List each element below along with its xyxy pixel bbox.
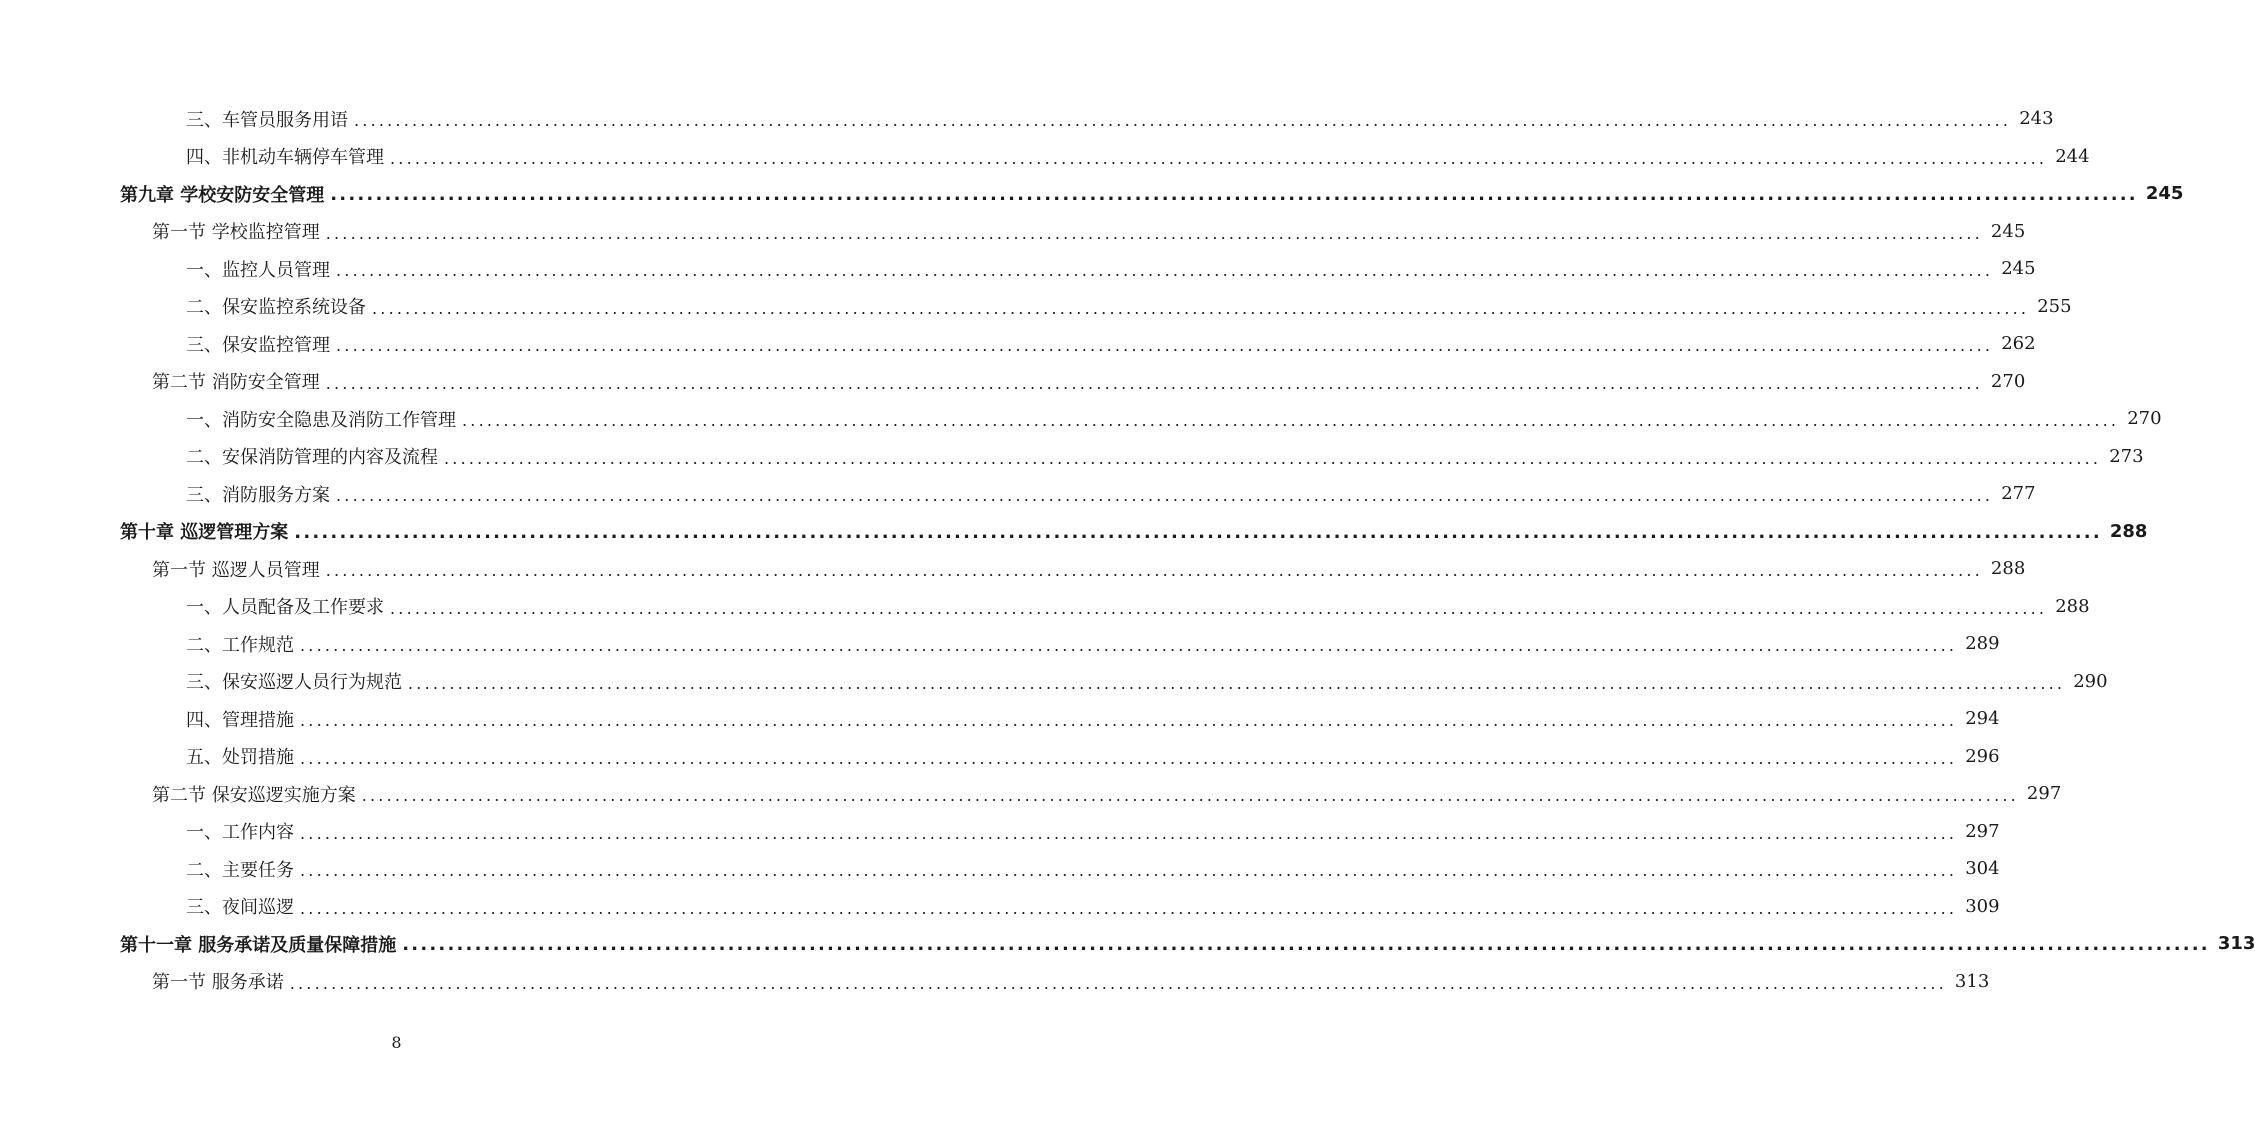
- toc-entry-title: 一、监控人员管理: [186, 259, 330, 281]
- toc-entry-page: 297: [1965, 820, 2000, 842]
- toc-entry-page: 288: [2055, 595, 2090, 617]
- toc-entry-title: 三、消防服务方案: [186, 484, 330, 506]
- toc-leader-dots: ........................................................................................................................................................................................................: [462, 411, 2120, 431]
- toc-leader-dots: ........................................................................................................................................................................................................: [408, 673, 2066, 693]
- toc-entry[interactable]: [0, 175, 2184, 213]
- toc-entry[interactable]: [0, 513, 2148, 551]
- toc-entry-title: 第一节 学校监控管理: [152, 222, 320, 244]
- toc-entry[interactable]: [0, 925, 2255, 963]
- toc-entry-title: 第二节 保安巡逻实施方案: [152, 784, 356, 806]
- toc-entry-page: 297: [2026, 783, 2062, 805]
- toc-entry-page: 290: [2073, 670, 2108, 692]
- toc-leader-dots: ........................................................................................................................................................................................................: [300, 823, 1958, 843]
- toc-leader-dots: ........................................................................................................................................................................................................: [300, 711, 1958, 731]
- toc-entry[interactable]: [0, 325, 2036, 363]
- toc-entry-title: 三、保安监控管理: [186, 334, 330, 356]
- toc-leader-dots: ........................................................................................................................................................................................................: [361, 786, 2019, 806]
- toc-entry-page: 270: [1990, 370, 2026, 392]
- toc-entry[interactable]: [0, 400, 2162, 438]
- toc-entry-title: 第十一章 服务承诺及质量保障措施: [120, 934, 397, 956]
- toc-entry-page: 244: [2055, 145, 2090, 167]
- toc-entry-page: 273: [2109, 445, 2144, 467]
- toc-entry-page: 296: [1965, 745, 2000, 767]
- toc-entry-title: 一、人员配备及工作要求: [186, 597, 384, 619]
- toc-leader-dots: ........................................................................................................................................................................................................: [325, 373, 1983, 393]
- toc-leader-dots: ........................................................................................................................................................................................................: [336, 261, 1994, 281]
- toc-entry-title: 一、消防安全隐患及消防工作管理: [186, 409, 456, 431]
- toc-leader-dots: ........................................................................................................................................................................................................: [294, 521, 2102, 543]
- toc-entry[interactable]: [0, 475, 2036, 513]
- toc-entry-title: 二、主要任务: [186, 859, 294, 881]
- toc-entry-page: 262: [2001, 333, 2036, 355]
- toc-entry-page: 304: [1965, 858, 2000, 880]
- toc-entry-title: 第九章 学校安防安全管理: [120, 184, 325, 206]
- toc-entry[interactable]: [0, 550, 2026, 588]
- toc-leader-dots: ........................................................................................................................................................................................................: [289, 973, 1947, 993]
- toc-entry-page: 294: [1965, 708, 2000, 730]
- toc-entry-title: 二、安保消防管理的内容及流程: [186, 447, 438, 469]
- toc-entry[interactable]: [0, 700, 2000, 738]
- toc-entry[interactable]: [0, 100, 2054, 138]
- toc-entry[interactable]: [0, 850, 2000, 888]
- toc-entry-title: 三、夜间巡逻: [186, 897, 294, 919]
- toc-entry-title: 第一节 巡逻人员管理: [152, 559, 320, 581]
- toc-entry[interactable]: [0, 213, 2026, 251]
- toc-entry[interactable]: [0, 888, 2000, 926]
- toc-entry[interactable]: [0, 625, 2000, 663]
- toc-entry-title: 四、非机动车辆停车管理: [186, 147, 384, 169]
- toc-entry[interactable]: [0, 588, 2090, 626]
- toc-entry-page: 289: [1965, 633, 2000, 655]
- toc-entry-page: 277: [2001, 483, 2036, 505]
- toc-leader-dots: ........................................................................................................................................................................................................: [402, 934, 2210, 956]
- toc-entry-page: 243: [2019, 108, 2054, 130]
- toc-leader-dots: ........................................................................................................................................................................................................: [300, 636, 1958, 656]
- toc-leader-dots: ........................................................................................................................................................................................................: [336, 486, 1994, 506]
- toc-entry-page: 288: [1990, 558, 2026, 580]
- toc-entry-page: 313: [1954, 970, 1990, 992]
- toc-leader-dots: ........................................................................................................................................................................................................: [390, 148, 2048, 168]
- toc-leader-dots: ........................................................................................................................................................................................................: [300, 748, 1958, 768]
- toc-leader-dots: ........................................................................................................................................................................................................: [300, 898, 1958, 918]
- toc-entry-title: 第一节 服务承诺: [152, 972, 284, 994]
- toc-entry[interactable]: [0, 438, 2144, 476]
- page-number: 8: [391, 1033, 402, 1052]
- toc-entry[interactable]: [0, 663, 2108, 701]
- toc-entry-page: 270: [2127, 408, 2162, 430]
- toc-leader-dots: ........................................................................................................................................................................................................: [330, 184, 2138, 206]
- toc-entry[interactable]: [0, 250, 2036, 288]
- toc-entry-title: 二、保安监控系统设备: [186, 297, 366, 319]
- table-of-contents: [0, 100, 2255, 1000]
- toc-entry-page: 255: [2037, 295, 2072, 317]
- toc-entry[interactable]: [0, 963, 1990, 1001]
- toc-leader-dots: ........................................................................................................................................................................................................: [354, 111, 2012, 131]
- toc-entry-title: 三、保安巡逻人员行为规范: [186, 672, 402, 694]
- toc-entry-page: 313: [2217, 933, 2255, 955]
- toc-entry-title: 第十章 巡逻管理方案: [120, 522, 289, 544]
- toc-leader-dots: ........................................................................................................................................................................................................: [390, 598, 2048, 618]
- toc-entry-page: 245: [2145, 183, 2184, 205]
- toc-leader-dots: ........................................................................................................................................................................................................: [444, 448, 2102, 468]
- toc-entry[interactable]: [0, 138, 2090, 176]
- toc-entry[interactable]: [0, 738, 2000, 776]
- toc-leader-dots: ........................................................................................................................................................................................................: [300, 861, 1958, 881]
- toc-entry-title: 第二节 消防安全管理: [152, 372, 320, 394]
- toc-entry[interactable]: [0, 288, 2072, 326]
- toc-entry-title: 五、处罚措施: [186, 747, 294, 769]
- toc-leader-dots: ........................................................................................................................................................................................................: [372, 298, 2030, 318]
- toc-entry[interactable]: [0, 363, 2026, 401]
- toc-leader-dots: ........................................................................................................................................................................................................: [336, 336, 1994, 356]
- toc-entry[interactable]: [0, 775, 2062, 813]
- toc-entry-page: 288: [2109, 520, 2148, 542]
- toc-entry-page: 245: [2001, 258, 2036, 280]
- toc-leader-dots: ........................................................................................................................................................................................................: [325, 223, 1983, 243]
- toc-entry-title: 四、管理措施: [186, 709, 294, 731]
- toc-entry-title: 三、车管员服务用语: [186, 109, 348, 131]
- toc-entry-page: 245: [1990, 220, 2026, 242]
- toc-entry[interactable]: [0, 813, 2000, 851]
- toc-leader-dots: ........................................................................................................................................................................................................: [325, 561, 1983, 581]
- toc-entry-page: 309: [1965, 895, 2000, 917]
- toc-entry-title: 二、工作规范: [186, 634, 294, 656]
- toc-entry-title: 一、工作内容: [186, 822, 294, 844]
